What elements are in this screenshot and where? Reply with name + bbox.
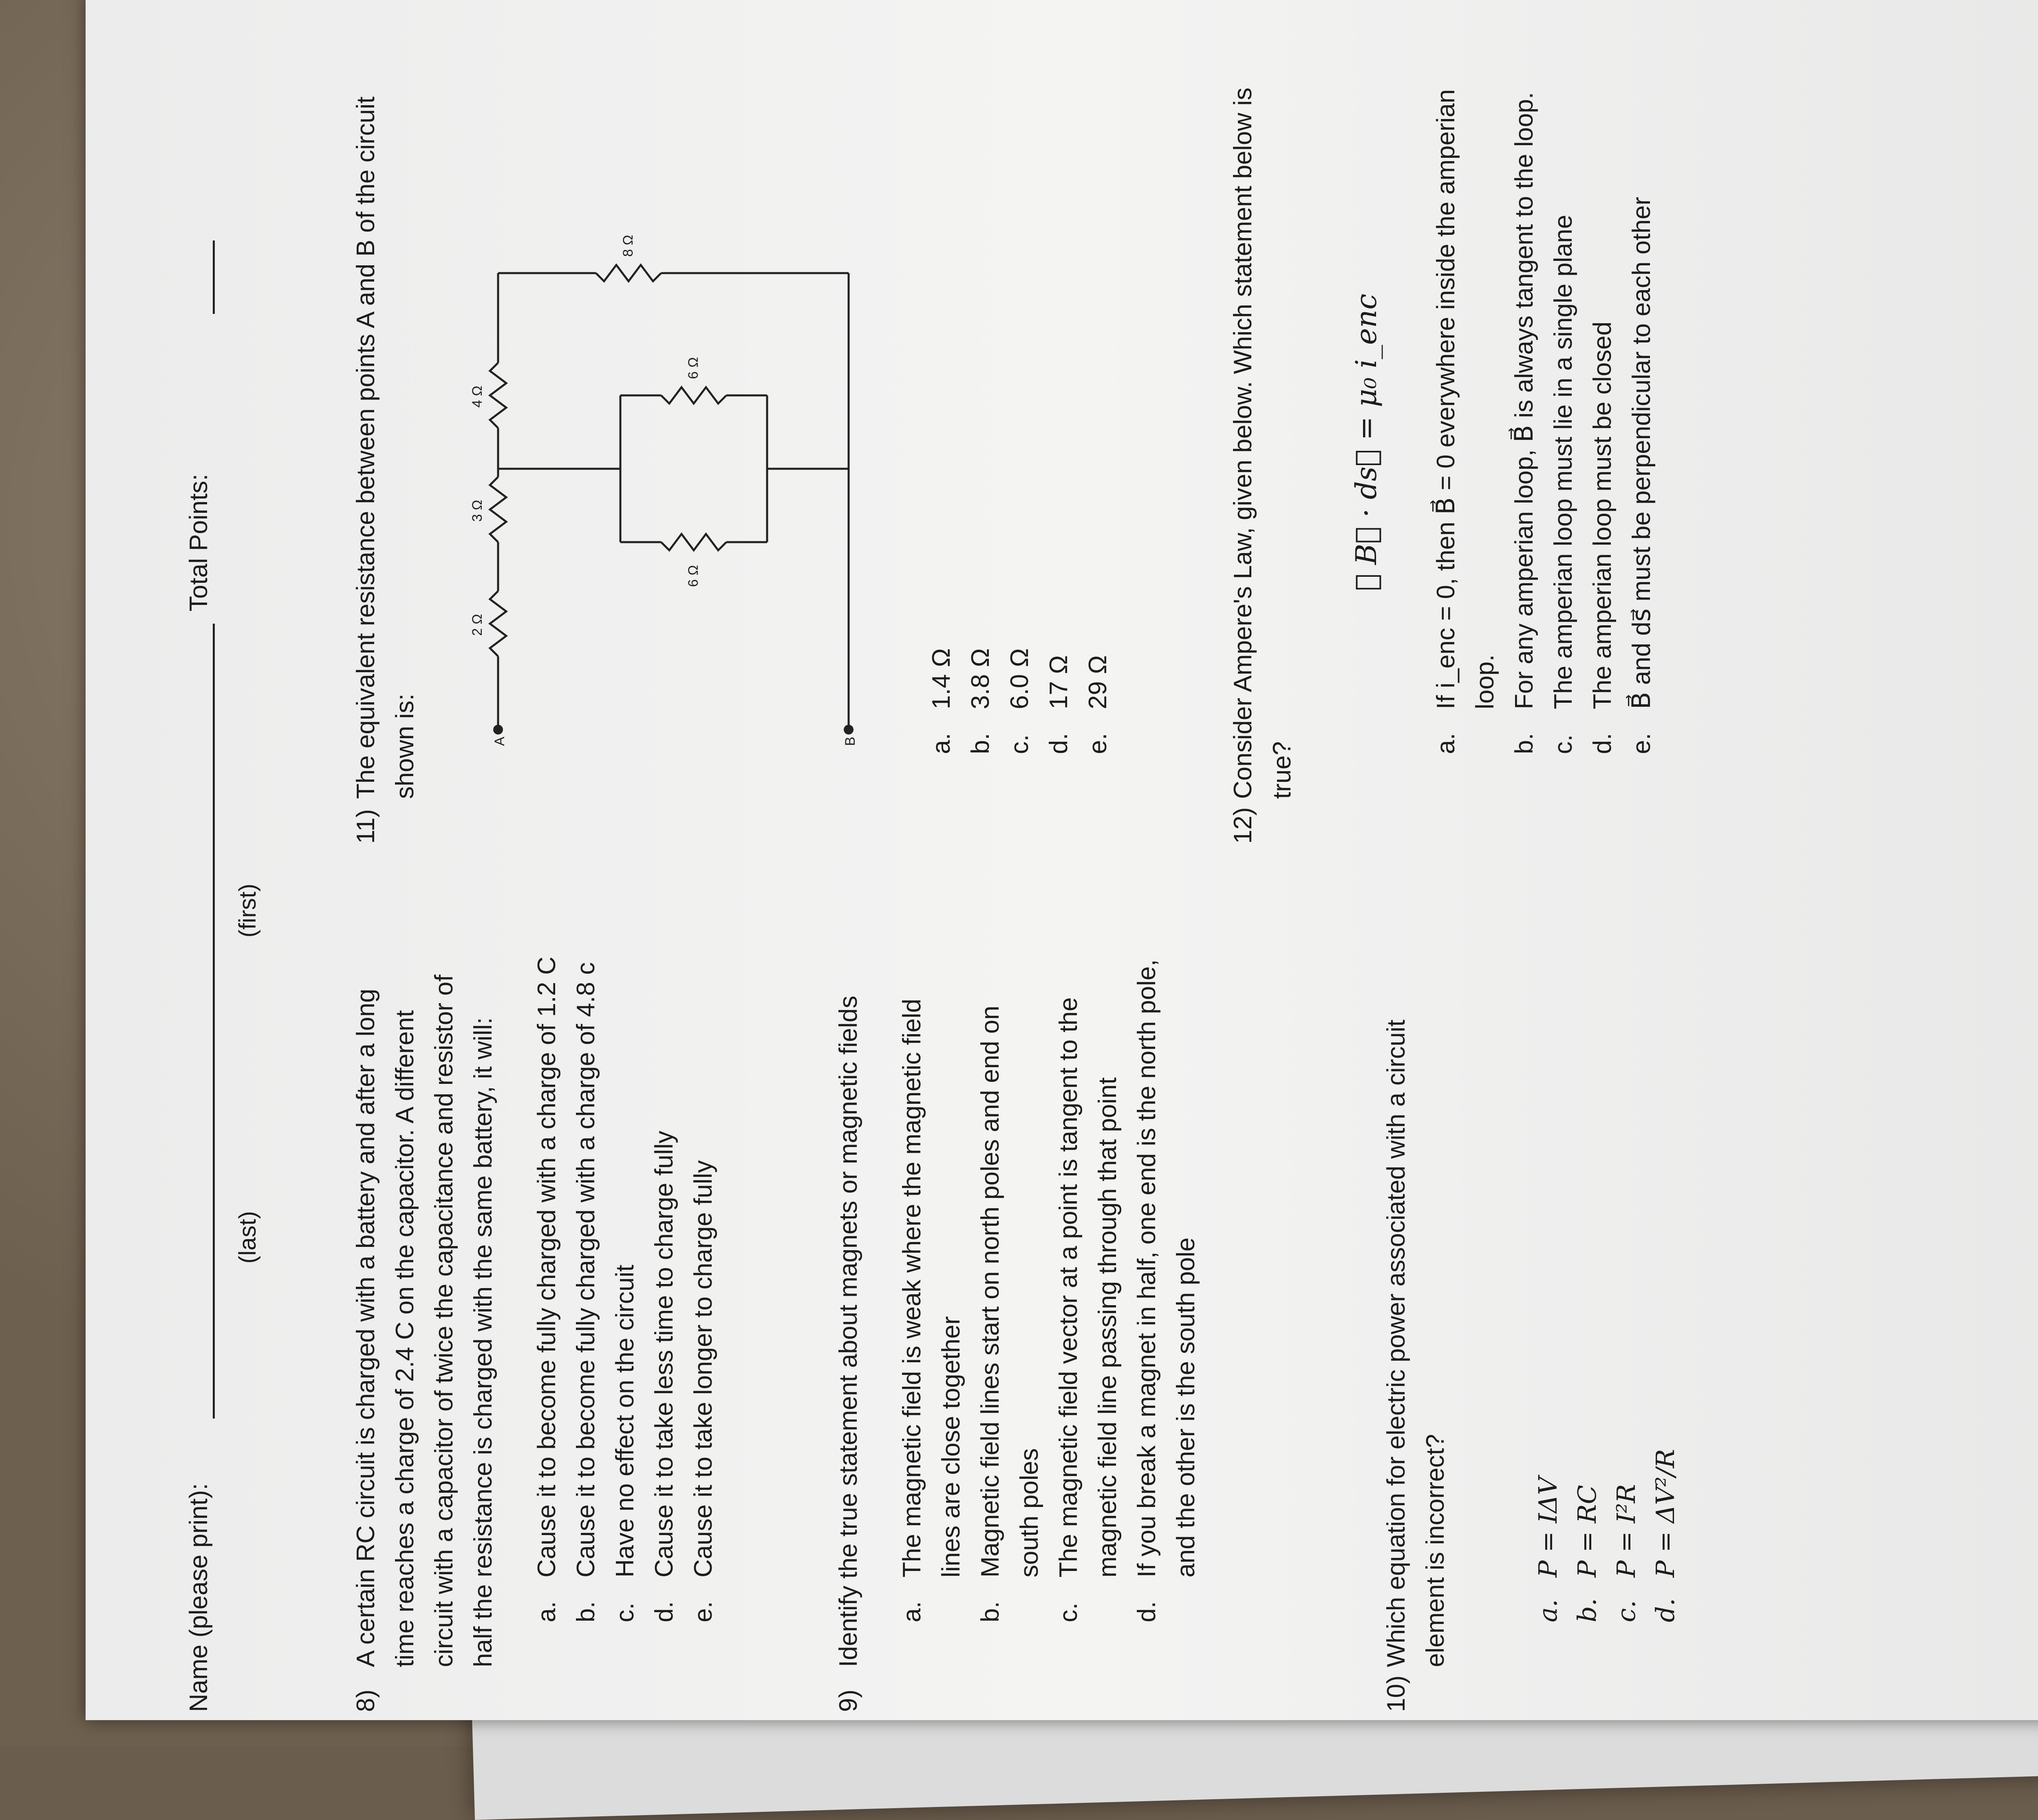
question-text: Which equation for electric power associated with a circuit element is incorrect? xyxy=(1382,1019,1449,1667)
circuit-svg xyxy=(449,102,906,754)
option[interactable]: a. P = IΔV xyxy=(1533,1476,1563,1622)
option[interactable]: b. Magnetic field lines start on north poles and end on south poles xyxy=(976,1006,1043,1622)
resistor-3-ohm xyxy=(490,477,506,542)
label-r5: 6 Ω xyxy=(686,357,701,379)
question-text: The equivalent resistance between points A and B of the circuit shown is: xyxy=(352,96,419,799)
option[interactable]: c. The amperian loop must lie in a single plane xyxy=(1549,214,1577,754)
resistor-6-ohm-left xyxy=(661,534,726,550)
option[interactable]: b. 3.8 Ω xyxy=(966,648,995,754)
question-12 xyxy=(1224,86,1661,844)
question-8 xyxy=(346,954,723,1712)
option[interactable]: d. Cause it to take less time to charge fully xyxy=(650,1131,678,1622)
label-r6: 8 Ω xyxy=(620,235,636,257)
right-column xyxy=(346,86,1661,844)
option[interactable]: d. The amperian loop must be closed xyxy=(1588,321,1617,754)
option[interactable]: c. P = I²R xyxy=(1611,1484,1641,1622)
option[interactable]: e. B⃗ and ds⃗ must be perpendicular to each other xyxy=(1628,196,1656,754)
options-list xyxy=(1427,86,1661,799)
question-text: A certain RC circuit is charged with a battery and after a long time reaches a charge of 2.4 C on the capacitor. A different circuit with a capacitor of twice the capacitance and resistor of half the resistance is charged with the same battery, it will: xyxy=(352,975,497,1667)
resistor-6-ohm-right xyxy=(661,387,726,404)
resistor-2-ohm xyxy=(490,591,506,656)
label-a: A xyxy=(492,737,507,746)
option[interactable]: a. 1.4 Ω xyxy=(927,648,955,754)
label-r2: 3 Ω xyxy=(470,500,485,522)
exam-page-content xyxy=(179,41,2038,1712)
option[interactable]: b. P = RC xyxy=(1572,1485,1602,1622)
options-list xyxy=(922,86,1118,799)
first-name-label: (first) xyxy=(234,883,261,938)
question-text: Identify the true statement about magnets or magnetic fields xyxy=(834,995,862,1667)
option[interactable]: e. 29 Ω xyxy=(1084,655,1112,754)
label-r4: 6 Ω xyxy=(686,565,701,587)
option[interactable]: a. The magnetic field is weak where the magnetic field lines are close together xyxy=(898,999,965,1622)
option[interactable]: e. Cause it to take longer to charge fully xyxy=(689,1160,717,1622)
option[interactable]: d. If you break a magnet in half, one end is the north pole, and the other is the south pole xyxy=(1133,959,1200,1622)
option[interactable]: c. The magnetic field vector at a point is tangent to the magnetic field line passing through that point xyxy=(1054,997,1122,1622)
option[interactable]: a. Cause it to become fully charged with a charge of 1.2 C xyxy=(533,956,561,1622)
option[interactable]: c. 6.0 Ω xyxy=(1006,648,1034,754)
label-b: B xyxy=(843,737,858,746)
left-column xyxy=(346,954,1685,1712)
label-r3: 4 Ω xyxy=(470,386,485,408)
option[interactable]: d. P = ΔV²/R xyxy=(1650,1449,1680,1622)
options-list xyxy=(1528,954,1685,1667)
name-label: Name (please print): xyxy=(185,1483,213,1712)
question-number: 8) xyxy=(352,1689,380,1712)
options-list xyxy=(527,954,723,1667)
header xyxy=(179,41,277,1712)
option[interactable]: c. Have no effect on the circuit xyxy=(611,1264,639,1622)
option[interactable]: d. 17 Ω xyxy=(1045,655,1073,754)
options-list xyxy=(893,954,1206,1667)
resistor-8-ohm xyxy=(596,265,661,281)
terminal-a xyxy=(493,725,503,735)
option[interactable]: a. If i_enc = 0, then B⃗ = 0 everywhere inside the amperian loop. xyxy=(1432,89,1499,754)
question-text: Consider Ampere's Law, given below. Which statement below is true? xyxy=(1229,87,1296,799)
name-field-line[interactable] xyxy=(213,624,215,1418)
total-points-line[interactable] xyxy=(213,240,215,314)
circuit-diagram xyxy=(449,102,906,754)
terminal-b xyxy=(844,725,854,735)
resistor-4-ohm xyxy=(490,363,506,428)
question-number: 12) xyxy=(1229,807,1257,844)
question-number: 9) xyxy=(834,1689,862,1712)
total-points-label: Total Points: xyxy=(185,474,213,611)
label-r1: 2 Ω xyxy=(470,614,485,636)
option[interactable]: b. Cause it to become fully charged with a charge of 4.8 c xyxy=(572,962,600,1622)
question-11 xyxy=(346,86,1118,844)
question-number: 10) xyxy=(1382,1675,1410,1712)
question-10 xyxy=(1377,954,1685,1712)
last-name-label: (last) xyxy=(234,1211,261,1264)
option[interactable]: b. For any amperian loop, B⃗ is always tangent to the loop. xyxy=(1510,92,1538,754)
question-9 xyxy=(829,954,1206,1712)
question-number: 11) xyxy=(352,809,380,844)
amperes-law-equation: ∮ B⃗ · ds⃗ = μ₀ i_enc xyxy=(1350,293,1383,591)
